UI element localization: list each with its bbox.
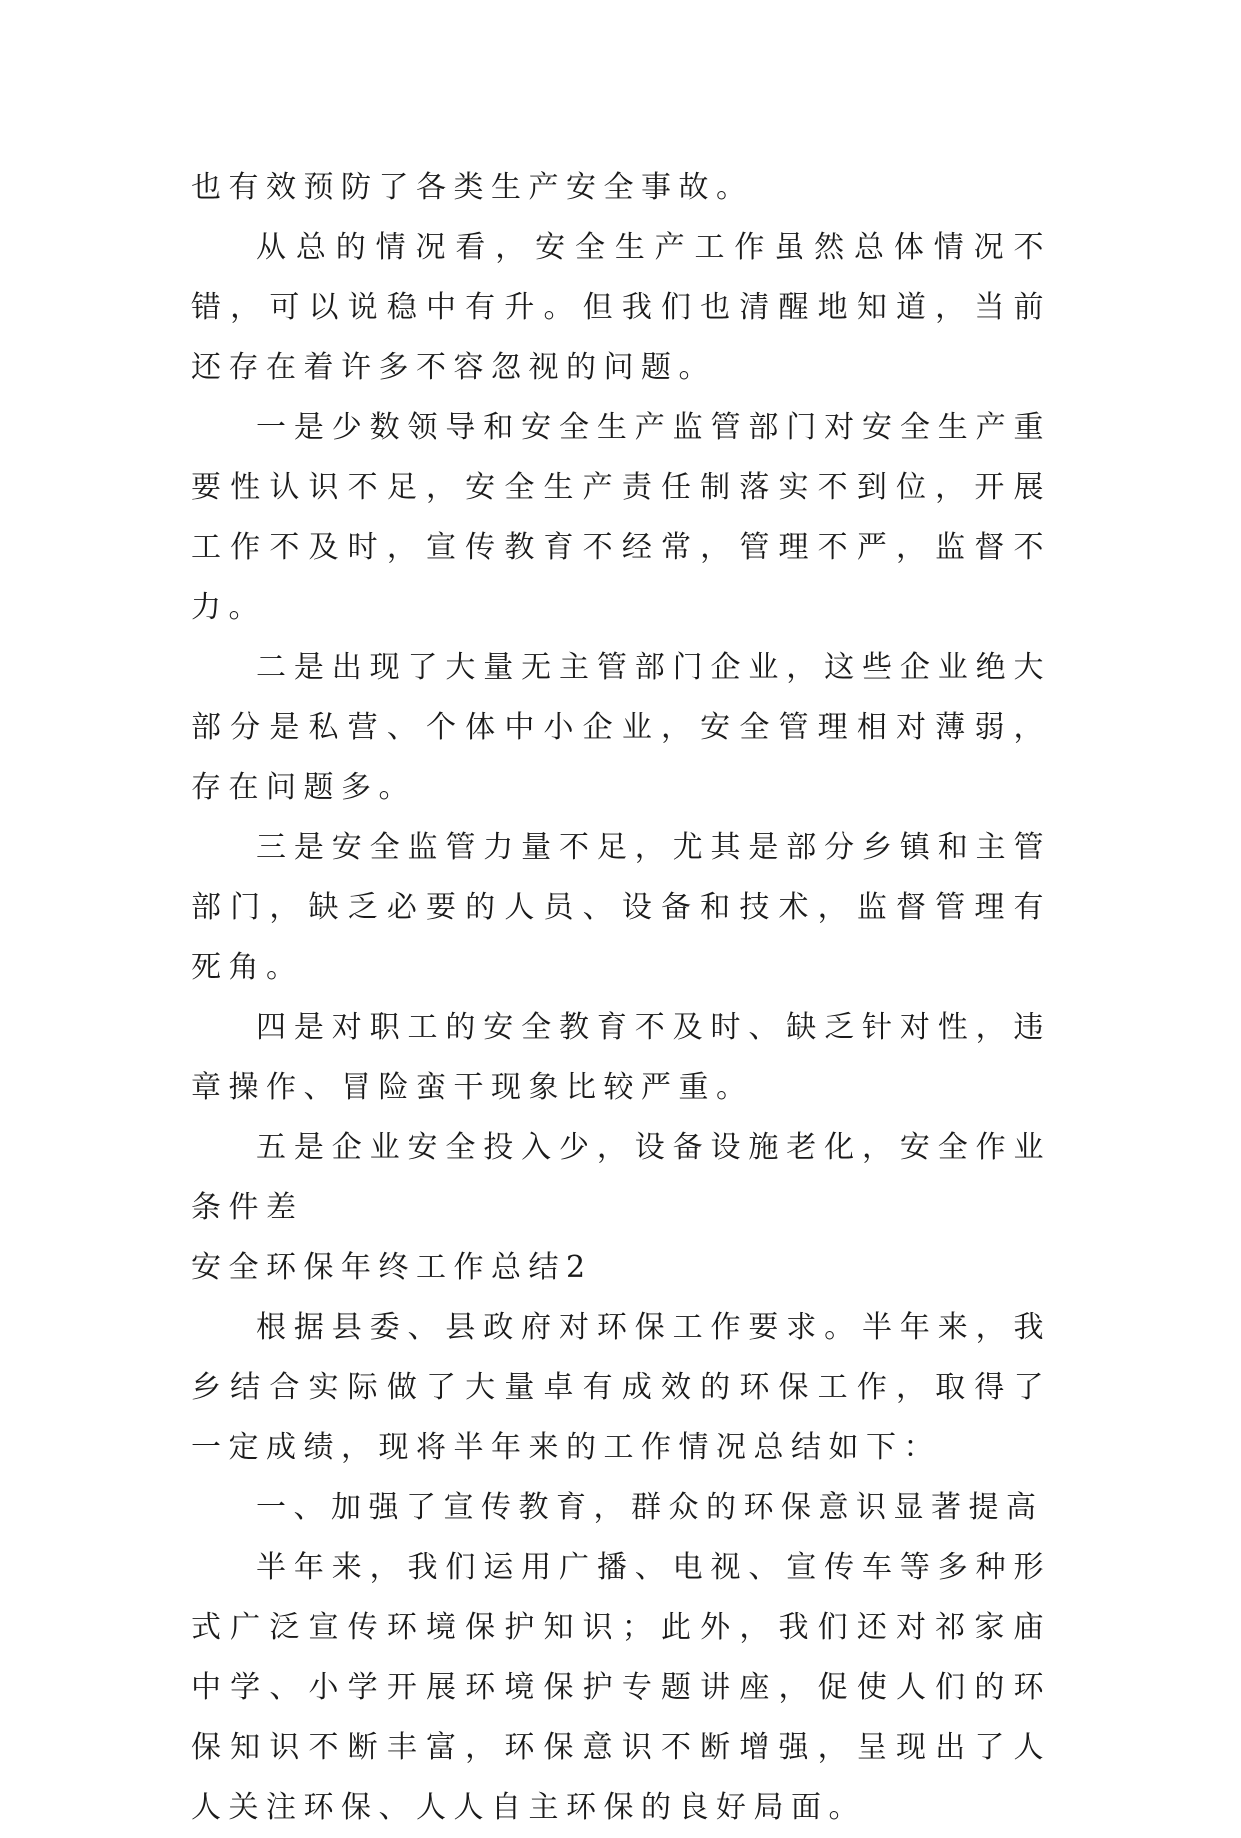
section-title: 安全环保年终工作总结2 bbox=[191, 1250, 593, 1285]
document-body bbox=[191, 158, 1051, 1838]
paragraph-intro: 根据县委、县政府对环保工作要求。半年来，我乡结合实际做了大量卓有成效的环保工作，取得了一定成绩，现将半年来的工作情况总结如下： bbox=[191, 1310, 1051, 1465]
paragraph-overall-situation: 从总的情况看，安全生产工作虽然总体情况不错，可以说稳中有升。但我们也清醒地知道，当前还存在着许多不容忽视的问题。 bbox=[191, 230, 1051, 385]
paragraph-accident-prevention: 也有效预防了各类生产安全事故。 bbox=[191, 170, 754, 205]
paragraph-problem-3: 三是安全监管力量不足，尤其是部分乡镇和主管部门，缺乏必要的人员、设备和技术，监督管理有死角。 bbox=[191, 830, 1051, 985]
paragraph-problem-4: 四是对职工的安全教育不及时、缺乏针对性，违章操作、冒险蛮干现象比较严重。 bbox=[191, 1010, 1051, 1105]
paragraph-problem-1: 一是少数领导和安全生产监管部门对安全生产重要性认识不足，安全生产责任制落实不到位，开展工作不及时，宣传教育不经常，管理不严，监督不力。 bbox=[191, 410, 1051, 625]
paragraph-publicity: 半年来，我们运用广播、电视、宣传车等多种形式广泛宣传环境保护知识；此外，我们还对祁家庙中学、小学开展环境保护专题讲座，促使人们的环保知识不断丰富，环保意识不断增强，呈现出了人人关注环保、人人自主环保的良好局面。 bbox=[191, 1550, 1051, 1825]
paragraph-problem-2: 二是出现了大量无主管部门企业，这些企业绝大部分是私营、个体中小企业，安全管理相对薄弱，存在问题多。 bbox=[191, 650, 1051, 805]
paragraph-problem-5: 五是企业安全投入少，设备设施老化，安全作业条件差 bbox=[191, 1130, 1051, 1225]
paragraph-subheading-1: 一、加强了宣传教育，群众的环保意识显著提高 bbox=[256, 1490, 1044, 1525]
